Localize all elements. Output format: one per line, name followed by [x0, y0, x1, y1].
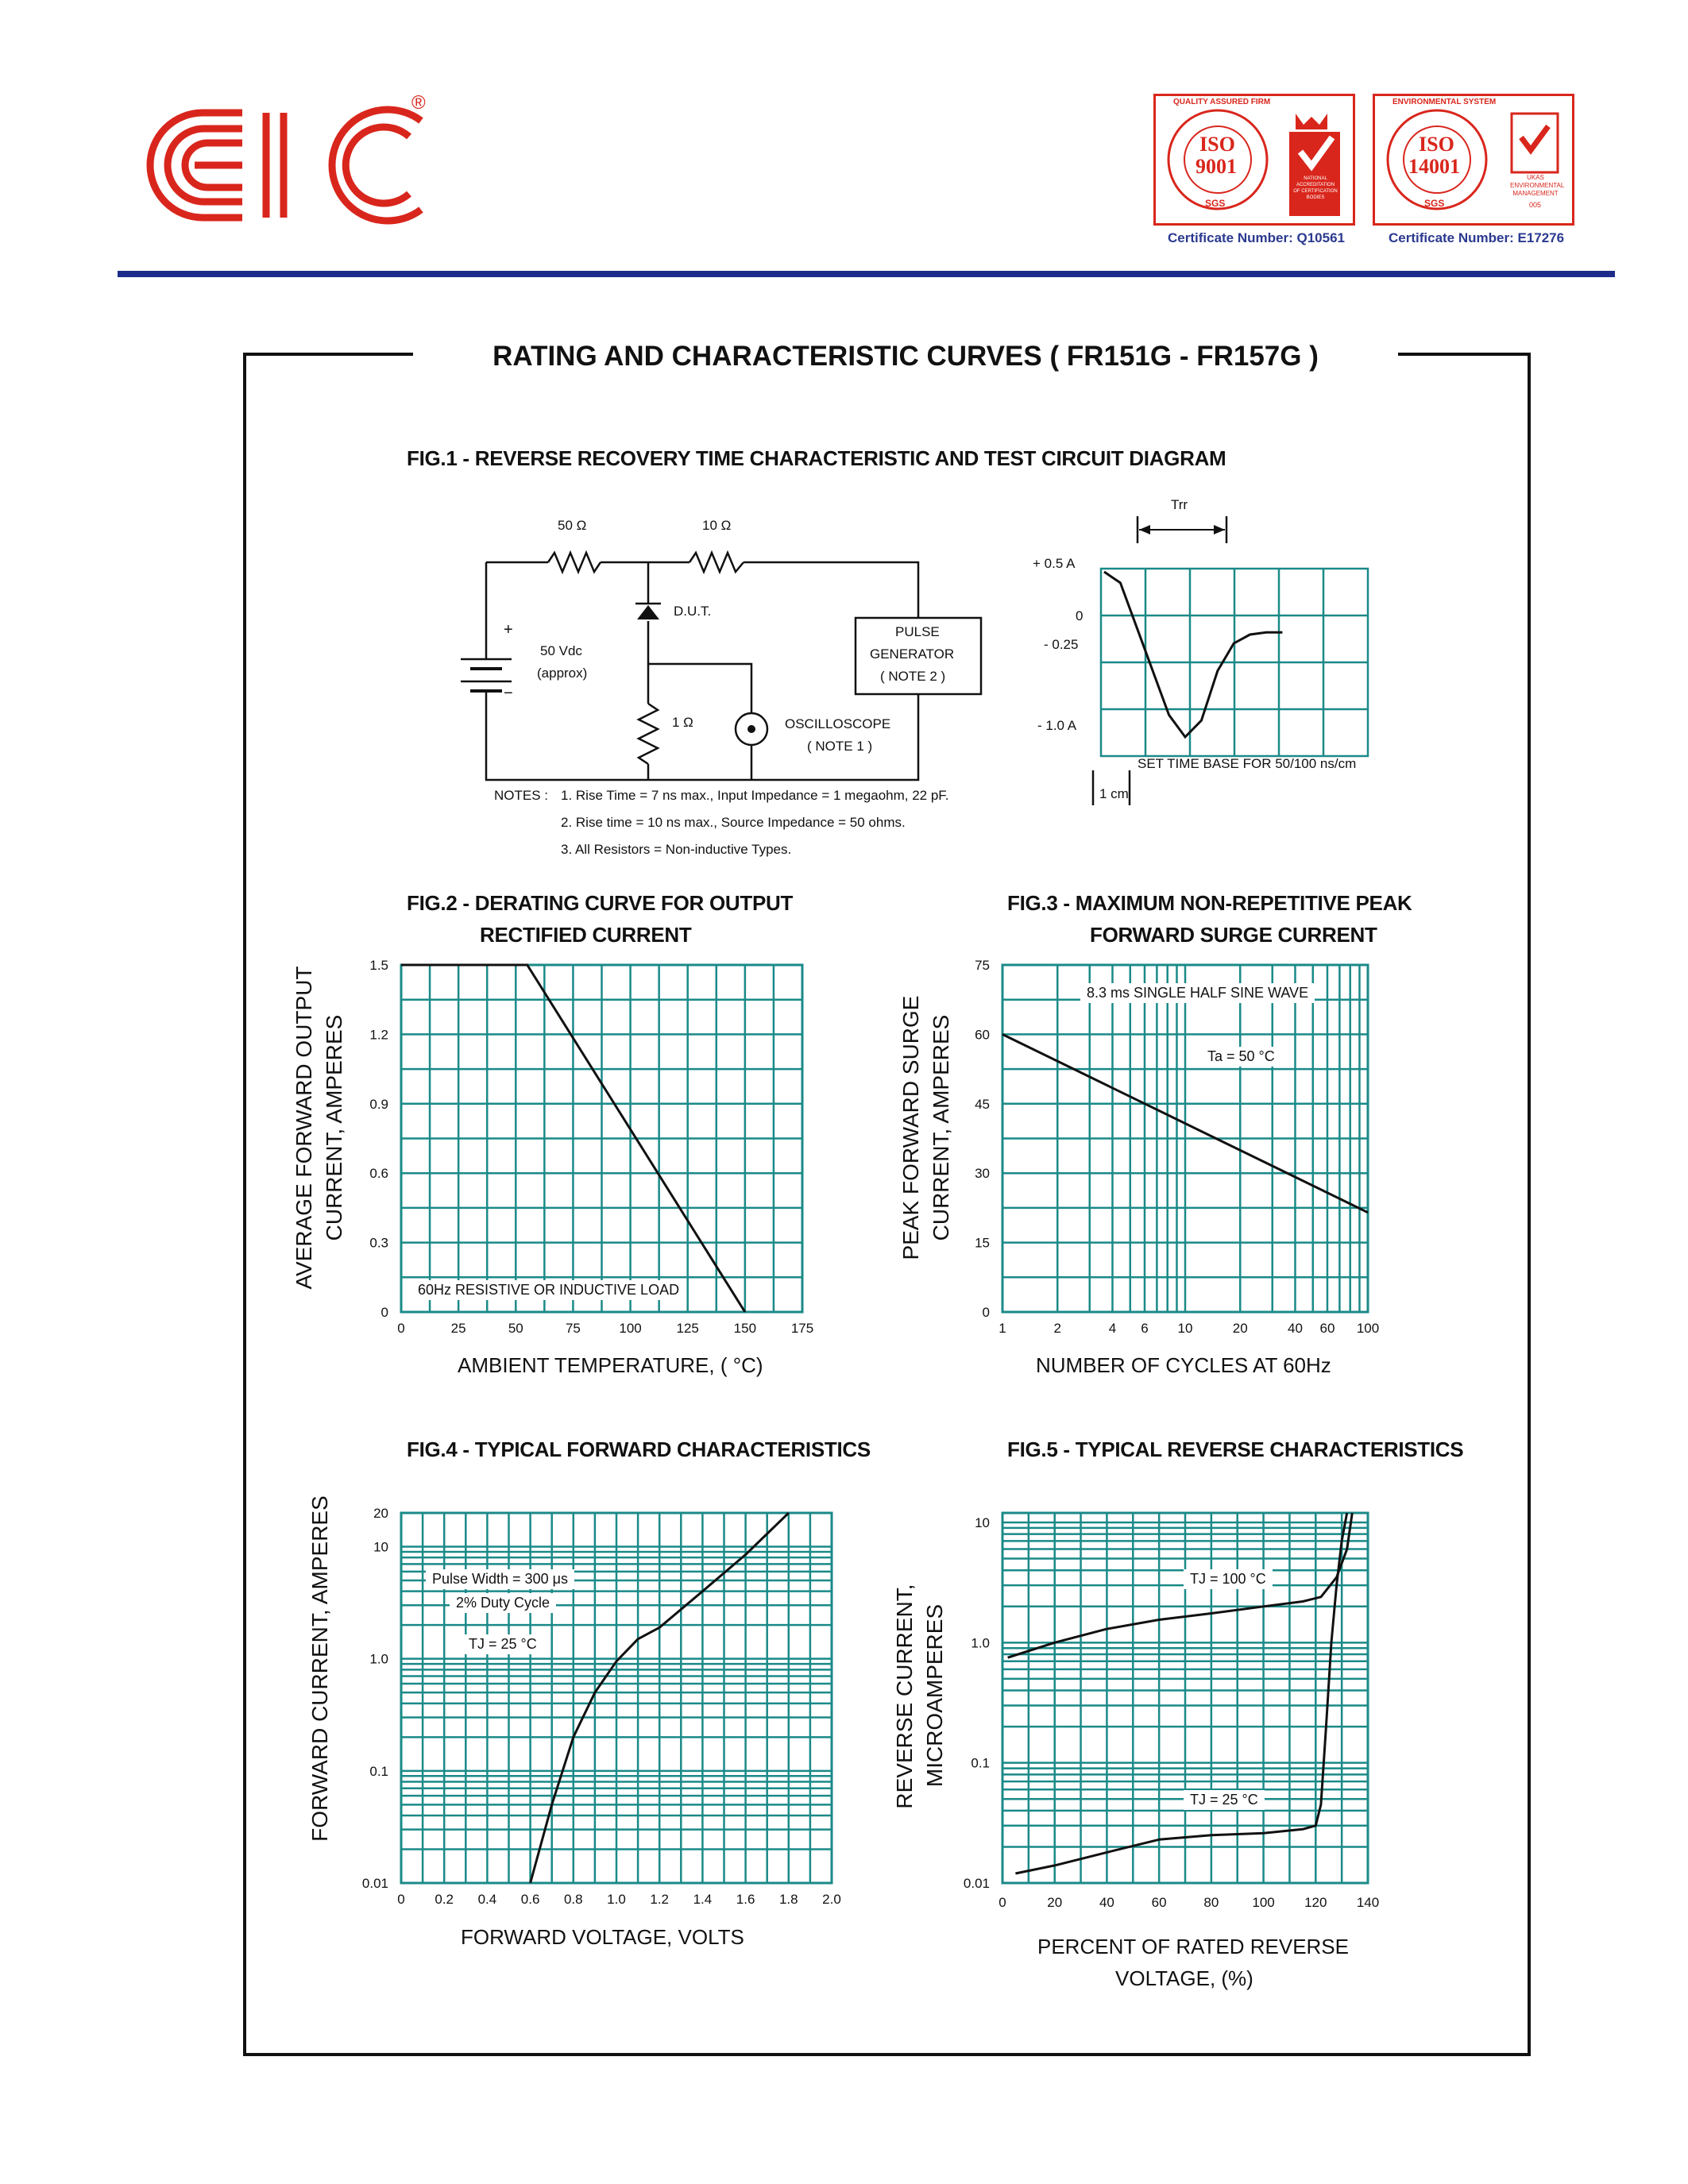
fig1-source-label: 50 Vdc: [540, 643, 582, 658]
fig5-x-tick-label: 120: [1304, 1895, 1327, 1910]
fig5-tj25-curve: [1015, 1513, 1346, 1873]
fig1-pulse-label2: GENERATOR: [870, 646, 955, 662]
fig1-y-tick-m025: - 0.25: [1044, 637, 1079, 652]
fig2-y-tick-label: 1.2: [369, 1027, 388, 1043]
fig3-ylabel-line2: CURRENT, AMPERES: [929, 1014, 953, 1241]
fig1-cm-label: 1 cm: [1099, 786, 1129, 801]
fig4-title: FIG.4 - TYPICAL FORWARD CHARACTERISTICS: [407, 1437, 871, 1461]
fig1-title: FIG.1 - REVERSE RECOVERY TIME CHARACTERISTIC AND TEST CIRCUIT DIAGRAM: [407, 446, 1226, 470]
fig3-xlabel: NUMBER OF CYCLES AT 60Hz: [1036, 1353, 1331, 1377]
fig5-xlabel-line2: VOLTAGE, (%): [1115, 1966, 1253, 1990]
fig4-y-tick-label: 0.1: [369, 1763, 388, 1779]
fig4-y-tick-label: 20: [373, 1506, 388, 1521]
iso14001-sgs-text: SGS: [1424, 198, 1445, 209]
fig5-x-tick-label: 20: [1047, 1895, 1063, 1910]
fig1-r10-label: 10 Ω: [702, 518, 732, 533]
fig5-x-tick-label: 100: [1252, 1895, 1275, 1910]
fig1-note1: 1. Rise Time = 7 ns max., Input Impedance = 1 megaohm, 22 pF.: [561, 788, 949, 803]
fig3-surge-chart: [975, 958, 1380, 1336]
fig4-tj-note: TJ = 25 °C: [462, 1634, 543, 1654]
fig2-derating-chart: [369, 958, 814, 1336]
fig2-x-tick-label: 25: [450, 1321, 466, 1336]
fig1-trr-marker: [1136, 508, 1239, 545]
fig4-x-tick-label: 0.8: [563, 1892, 583, 1907]
fig5-ylabel-line2: MICROAMPERES: [922, 1603, 947, 1788]
fig4-x-tick-label: 2.0: [822, 1892, 841, 1907]
iso14001-iso-text: ISO: [1419, 133, 1454, 156]
fig4-x-tick-label: 1.8: [778, 1892, 798, 1907]
cert-number-9001: Certificate Number: Q10561: [1168, 230, 1345, 245]
fig5-ylabel-line1: REVERSE CURRENT,: [892, 1584, 917, 1809]
fig2-y-tick-label: 0.3: [369, 1235, 388, 1251]
fig3-x-tick-label: 4: [1108, 1321, 1117, 1336]
fig1-trr-label: Trr: [1171, 497, 1188, 512]
fig3-y-tick-label: 45: [975, 1096, 990, 1112]
fig5-x-tick-label: 0: [999, 1895, 1006, 1910]
fig2-ylabel-line1: AVERAGE FORWARD OUTPUT: [292, 966, 316, 1290]
fig2-y-tick-label: 0.6: [369, 1166, 388, 1182]
fig5-x-tick-label: 140: [1356, 1895, 1380, 1910]
fig2-title-line2: RECTIFIED CURRENT: [480, 923, 692, 947]
fig4-x-tick-label: 0.2: [435, 1892, 454, 1907]
fig4-xlabel: FORWARD VOLTAGE, VOLTS: [461, 1925, 744, 1949]
fig3-x-tick-label: 40: [1288, 1321, 1303, 1336]
fig1-note3: 3. All Resistors = Non-inductive Types.: [561, 842, 792, 857]
fig3-y-tick-label: 0: [982, 1305, 990, 1320]
fig3-x-tick-label: 10: [1177, 1321, 1193, 1336]
fig2-x-tick-label: 175: [790, 1321, 814, 1336]
fig4-x-tick-label: 1.6: [736, 1892, 755, 1907]
fig1-minus-label: −: [504, 685, 513, 702]
fig1-notes-label: NOTES :: [494, 788, 549, 803]
fig1-plus-label: +: [504, 621, 513, 639]
iso14001-accreditation-code: 005: [1529, 201, 1542, 209]
fig3-x-tick-label: 60: [1319, 1321, 1335, 1336]
fig5-tj100-note: TJ = 100 °C: [1184, 1569, 1273, 1589]
fig1-waveform-chart: [1101, 569, 1369, 758]
fig4-pulse-note: Pulse Width = 300 μs: [426, 1569, 574, 1589]
fig3-wave-note: 8.3 ms SINGLE HALF SINE WAVE: [1080, 983, 1315, 1003]
iso9001-iso-text: ISO: [1199, 133, 1235, 156]
fig2-y-tick-label: 0.9: [369, 1096, 388, 1112]
iso14001-ring-text: ENVIRONMENTAL SYSTEM: [1393, 98, 1497, 106]
fig3-x-tick-label: 100: [1356, 1321, 1380, 1336]
iso14001-number-text: 14001: [1408, 155, 1460, 178]
fig2-x-tick-label: 150: [733, 1321, 757, 1336]
fig1-y-tick-0: 0: [1076, 608, 1083, 623]
fig2-x-tick-label: 100: [619, 1321, 642, 1336]
fig1-osc-label2: ( NOTE 1 ): [807, 739, 873, 754]
fig1-source-approx: (approx): [537, 666, 588, 681]
registered-mark: ®: [411, 92, 426, 114]
fig1-pulse-label1: PULSE: [895, 624, 940, 639]
fig3-x-tick-label: 6: [1141, 1321, 1149, 1336]
fig3-y-tick-label: 30: [975, 1166, 990, 1182]
fig5-xlabel-line1: PERCENT OF RATED REVERSE: [1037, 1935, 1349, 1958]
fig5-y-tick-label: 0.01: [963, 1876, 990, 1891]
fig4-y-tick-label: 0.01: [361, 1876, 388, 1891]
fig1-r50-label: 50 Ω: [558, 518, 587, 533]
fig4-x-tick-label: 0: [397, 1892, 405, 1907]
fig1-timebase-label: SET TIME BASE FOR 50/100 ns/cm: [1138, 756, 1357, 771]
iso9001-number-text: 9001: [1196, 155, 1237, 178]
fig4-duty-note: 2% Duty Cycle: [450, 1593, 556, 1613]
fig5-x-tick-label: 80: [1203, 1895, 1219, 1910]
iso9001-sgs-text: SGS: [1205, 198, 1226, 209]
fig5-x-tick-label: 60: [1151, 1895, 1167, 1910]
fig4-ylabel: FORWARD CURRENT, AMPERES: [307, 1495, 332, 1842]
fig3-title-line2: FORWARD SURGE CURRENT: [1090, 923, 1377, 947]
fig2-x-tick-label: 0: [397, 1321, 405, 1336]
fig5-y-tick-label: 1.0: [971, 1635, 990, 1651]
fig1-dut-label: D.U.T.: [674, 604, 712, 619]
fig3-y-tick-label: 75: [975, 958, 990, 973]
fig3-y-tick-label: 60: [975, 1027, 990, 1043]
fig3-x-tick-label: 2: [1053, 1321, 1061, 1336]
fig4-x-tick-label: 0.6: [520, 1892, 540, 1907]
fig3-title-line1: FIG.3 - MAXIMUM NON-REPETITIVE PEAK: [1007, 891, 1412, 915]
fig2-y-tick-label: 1.5: [369, 958, 388, 973]
fig4-y-tick-label: 10: [373, 1539, 388, 1555]
fig1-osc-label1: OSCILLOSCOPE: [785, 716, 891, 731]
fig1-y-tick-m1: - 1.0 A: [1037, 718, 1077, 733]
fig5-y-tick-label: 0.1: [971, 1755, 990, 1771]
fig4-x-tick-label: 0.4: [477, 1892, 497, 1907]
iso14001-accreditation-text: UKAS ENVIRONMENTAL MANAGEMENT: [1510, 174, 1565, 197]
fig1-note2: 2. Rise time = 10 ns max., Source Impedance = 50 ohms.: [561, 815, 906, 830]
fig1-r1-label: 1 Ω: [672, 715, 693, 730]
fig4-x-tick-label: 1.2: [650, 1892, 670, 1907]
fig4-x-tick-label: 1.4: [693, 1892, 713, 1907]
fig3-x-tick-label: 20: [1232, 1321, 1248, 1336]
fig5-title: FIG.5 - TYPICAL REVERSE CHARACTERISTICS: [1007, 1437, 1464, 1461]
fig5-tj25-note: TJ = 25 °C: [1184, 1790, 1265, 1810]
fig4-y-tick-label: 1.0: [369, 1651, 388, 1667]
cert-number-14001: Certificate Number: E17276: [1389, 230, 1565, 245]
iso9001-accreditation-text: NATIONAL ACCREDITATION OF CERTIFICATION BODIES: [1293, 176, 1338, 200]
fig3-x-tick-label: 1: [999, 1321, 1006, 1336]
fig1-y-tick-p05: + 0.5 A: [1033, 556, 1076, 571]
iso9001-ring-text: QUALITY ASSURED FIRM: [1173, 98, 1271, 106]
fig2-x-tick-label: 50: [508, 1321, 523, 1336]
fig5-y-tick-label: 10: [975, 1515, 990, 1530]
fig2-ylabel-line2: CURRENT, AMPERES: [322, 1014, 346, 1241]
fig2-title-line1: FIG.2 - DERATING CURVE FOR OUTPUT: [407, 891, 794, 915]
fig3-ylabel-line1: PEAK FORWARD SURGE: [898, 995, 923, 1260]
fig2-load-note: 60Hz RESISTIVE OR INDUCTIVE LOAD: [411, 1280, 686, 1300]
fig1-recovery-curve: [1104, 572, 1282, 737]
fig1-pulse-label3: ( NOTE 2 ): [880, 669, 946, 684]
fig2-x-tick-label: 125: [676, 1321, 699, 1336]
fig3-y-tick-label: 15: [975, 1235, 990, 1251]
fig3-temp-note: Ta = 50 °C: [1201, 1047, 1281, 1067]
fig2-x-tick-label: 75: [565, 1321, 581, 1336]
fig4-x-tick-label: 1.0: [607, 1892, 626, 1907]
fig5-x-tick-label: 40: [1099, 1895, 1114, 1910]
fig2-xlabel: AMBIENT TEMPERATURE, ( °C): [458, 1353, 763, 1377]
page-title: RATING AND CHARACTERISTIC CURVES ( FR151G - FR157G ): [413, 337, 1398, 376]
fig2-y-tick-label: 0: [380, 1305, 388, 1320]
